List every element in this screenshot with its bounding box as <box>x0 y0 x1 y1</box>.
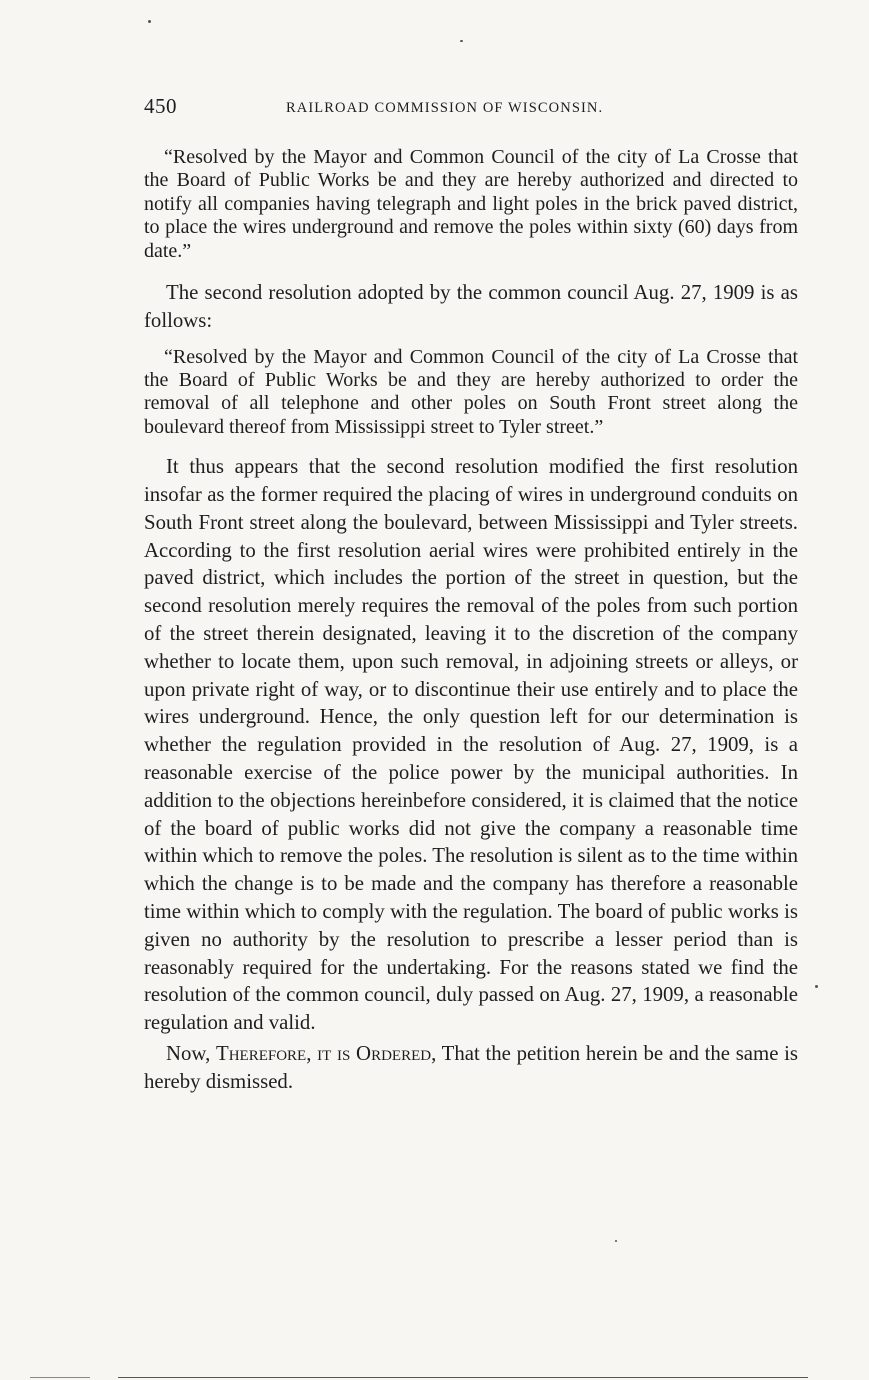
order-now: Now, <box>166 1041 211 1065</box>
page-edge-line <box>30 1377 90 1378</box>
order-text: That the petition herein be and the same is hereby dismissed. <box>144 1041 799 1093</box>
scan-speck <box>615 1240 617 1242</box>
bottom-rule <box>118 1377 808 1378</box>
scan-speck <box>815 985 818 988</box>
page-header <box>144 94 804 124</box>
second-resolution-intro: The second resolution adopted by the common council Aug. 27, 1909 is as follows: <box>144 281 798 332</box>
analysis-paragraph: It thus appears that the second resolution modified the first resolution insofar as the former required the placing of wires in underground conduits on South Front street along the boulevard, between Mississippi and Tyler streets. According to the first resolution aerial wires were prohibited entirely in the paved district, which includes the portion of the street in question, but the second resolution merely requires the removal of the poles from such portion of the street therein designated, leaving it to the discretion of the company whether to locate them, upon such removal, in adjoining streets or alleys, or upon private right of way, or to discontinue their use entirely and to place the wires underground. Hence, the only question left for our determination is whether the regulation provided in the resolution of Aug. 27, 1909, is a reasonable exercise of the police power by the municipal authorities. In addition to the objections hereinbefore considered, it is claimed that the notice of the board of public works did not give the company a reasonable time within which to remove the poles. The resolution is silent as to the time within which the change is to be made and the company has therefore a reasonable time within which to comply with the regulation. The board of public works is given no authority by the resolution to prescribe a lesser period than is reasonably required for the undertaking. For the reasons stated we find the resolution of the common council, duly passed on Aug. 27, 1909, a reasonable regulation and valid. <box>144 455 798 1035</box>
first-resolution-quote: “Resolved by the Mayor and Common Council of the city of La Crosse that the Board of Public Works be and they are hereby authorized and directed to notify all companies having telegraph and light poles in the brick paved district, to place the wires underground and remove the poles within sixty (60) days from date.” <box>144 146 798 262</box>
scan-speck <box>460 40 463 42</box>
second-resolution-quote: “Resolved by the Mayor and Common Council of the city of La Crosse that the Board of Public Works be and they are hereby authorized to order the removal of all telephone and other poles on South Front street along the boulevard thereof from Mississippi street to Tyler street.” <box>144 345 798 438</box>
scan-speck <box>148 20 151 23</box>
order-paragraph <box>144 1040 798 1096</box>
page-body <box>144 146 798 1096</box>
page-number: 450 <box>144 94 177 118</box>
order-therefore: Therefore, it is Ordered, <box>216 1041 437 1065</box>
running-head: RAILROAD COMMISSION OF WISCONSIN. <box>286 100 604 116</box>
